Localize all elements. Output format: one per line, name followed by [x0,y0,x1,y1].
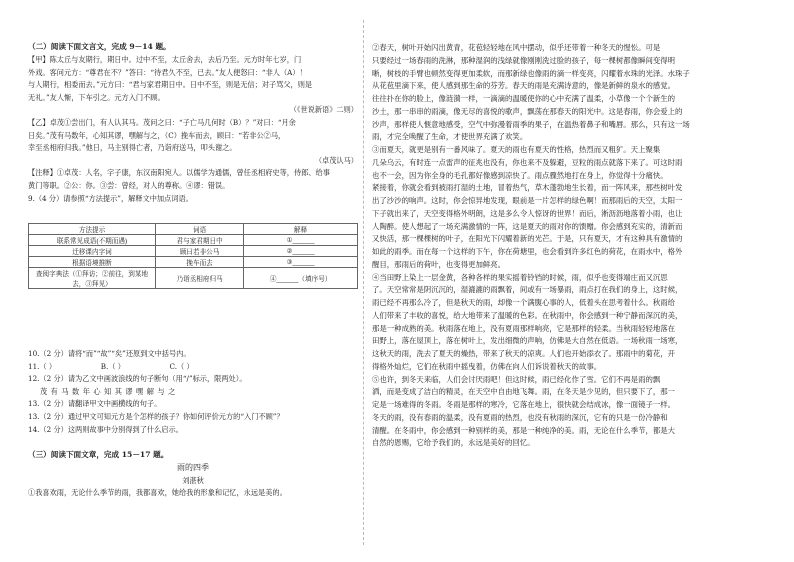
essay-line: 冬天的雨，没有春雨的温柔，没有夏雨的热烈，也没有秋雨的深沉，它有的只是一份冷静和 [372,412,668,422]
essay-line: 洒，而是变成了洁白的精灵，在天空中自由地飞舞。雨，在冬天是少见的，但只要下了，那一 [372,387,676,397]
table-row [29,235,358,246]
q11-a: 11.（ ） [28,361,57,371]
essay-line: 雨，才完全唤醒了生命，才使世界充满了欢笑。 [372,132,528,142]
table-cell: 君与家君期日中 [156,235,244,246]
table-cell: 根据语境推断 [29,257,156,268]
jia-line: 无礼。”友人惭，下车引之。元方入门不顾。 [28,92,165,102]
answer-blank[interactable]: ②______ [244,246,358,257]
essay-line: 田野上，落在屋顶上，落在树叶上，发出细微的声响，仿佛是大自然在低语。一场秋雨一场寒， [372,336,683,346]
answer-blank[interactable]: ③______ [244,257,358,268]
jia-line: 与人期行，相委而去。”元方曰：“君与家君期日中。日中不至，则是无信；对子骂父，则是 [28,80,313,90]
question-15: 14.（2 分）这两则故事中分别得到了什么启示。 [28,424,183,434]
essay-line: 几朵乌云，有时连一点雷声的征兆也没有，你也来不及躲避，豆粒的雨点就落下来了。可这时雨 [372,157,683,167]
question-13: 13.（2 分）请翻译甲文中画横线的句子。 [28,399,162,409]
essay-line: 沙土，那一串串的雨滴，像无尽的喜悦的歌声，飘荡在那春天的阳光中。这是春雨，你会爱上的 [372,106,683,116]
left-questions [28,348,358,500]
q11-b: B.（ ） [100,361,125,371]
essay-first-line: ①我喜欢雨，无论什么季节的雨，我都喜欢，她给我的形象和记忆，永远是美的。 [28,488,287,498]
essay-line: 这秋天的雨，洗去了夏天的燥热，带来了秋天的凉爽。人们也开始添衣了。那雨中的菊花，开 [372,349,676,358]
essay-line: 又快活，那一棵棵树的叶子，在阳光下闪耀着新的光芒。于是，只有夏天，才有这种具有激情的 [372,234,683,244]
essay-line: 沙声，那样使人惬意地感受，空气中弥漫着雨季的果子，在温热着鼻子和嘴唇。那么，只有这一场 [372,119,690,129]
table-cell: 查阅字典法（①拜访；②前往，到某地去，③拜见） [29,268,156,289]
essay-line: 晰，树枝的手臂也顿然变得更加柔软，而那新绿也像雨的滴一样变亮，闪耀着水珠的光泽。水珠子 [372,68,690,78]
table-row [29,268,358,289]
table-header: 词语 [156,224,244,235]
jia-source: （《世说新语》二则） [289,105,358,115]
table-cell: 迁移课内字词 [29,246,156,257]
table-row [29,257,358,268]
table-cell: 联系常见成语(不期而遇) [29,235,156,246]
q11-c: C.（ ） [169,361,194,371]
essay-line: 那是一种成熟的美。秋雨落在地上，没有夏雨那样响亮，它是那样的轻柔。当秋雨轻轻地落在 [372,323,676,333]
q12-sentence: 茂 有 马 数 年 心 知 其 谬 嘿 解 与 之 [40,386,176,396]
table-cell: 顾曰若非公马 [156,246,244,257]
right-column [372,42,764,450]
essay-line: ③而夏天，就更是别有一番风味了。夏天的雨也有夏天的性格，热烈而又粗犷。天上聚集 [372,145,661,154]
table-row [29,246,358,257]
essay-line: 如此的雨季。而在每一个这样的下午，你在荷塘里，也会看到许多红色的荷花，在雨水中，格外 [372,247,683,256]
essay-title: 雨的四季 [177,463,209,473]
essay-line: ④当田野上染上一层金黄，各种各样的果实摇着铃铛的时候，雨，似乎也变得端庄而又沉思 [372,272,668,282]
table-header: 方法提示 [29,224,156,235]
essay-line: 下子就出来了，天空变得格外明朗，这是多么令人惊讶的世界！而后，淅沥沥地落着小雨，也让 [372,208,683,218]
table-header: 解释 [244,224,358,235]
essay-line: 往往扑在你的脸上，像涟漪一样，一滴滴的温暖使你的心中充满了温柔，小草像一个个新生的 [372,94,676,103]
table-header-row [29,224,358,235]
method-table [28,223,358,289]
essay-line: ②春天，树叶开始闪出黄青，花苞轻轻地在风中摆动，似乎还带着一种冬天的惺忪。可是 [372,43,661,52]
table-cell: 乃诣丞相府归马 [156,268,244,289]
yi-source: （卓茂认马） [314,155,358,165]
essay-line: 从花苞里滴下来，使人感到那生命的芬芳。春天的雨是充满诗意的，像是新鲜的泉水的感觉。 [372,81,676,91]
table-cell: 挽车而去 [156,257,244,268]
essay-line: 出了沙沙的响声。这时，你会惊异地发现，眼前是一片怎样的绿色啊！而那雨后的天空，太阳一 [372,196,683,205]
essay-line: 了。天空常常是阴沉沉的，湿漉漉的雨飘着，间或有一场暴雨，雨点打在我们的身上，这时候， [372,285,683,295]
essay-line: 人陶醉。使人想起了一场充满激情的一阵，这是夏天的雨对你的馈赠。你会感到充实的，清新而 [372,221,683,231]
question-9: 9.（4 分）请参照“方法提示”，解释文中加点词语。 [28,193,193,203]
question-14: 13.（2 分）通过甲文可知元方是个怎样的孩子？你如何评价元方的“入门不顾”？ [28,411,284,421]
essay-line: 自然的恩赐，它给予我们的，永远是美好的回忆。 [372,438,535,448]
essay-line: 人们带来了丰收的喜悦，给大地带来了温暖的色彩。在秋雨中，你会感到一种宁静而深沉的美， [372,310,683,320]
essay-line: 雨已经不再那么冷了，但是秋天的雨，却像一个满腹心事的人，低着头在思考着什么。秋雨给 [372,298,676,307]
essay-line: ⑤也许，到冬天来临，人们会讨厌雨吧！但这时候，雨已经化作了雪。它们不再是雨的飘 [372,374,661,384]
yi-line: 幸至丞相府归我。”他日，马主别得亡者，乃诣府送马，叩头谢之。 [28,143,237,153]
notes-line: 黄门等职。②公：你。③尝：曾经，对人的尊称。④谬：错误。 [28,180,230,190]
essay-line: 定是一场难得的冬雨。冬雨是那样的寒冷，它落在地上，很快就会结成冰，像一面镜子一样。 [372,400,676,409]
essay-author: 刘湛秋 [182,475,204,485]
essay-line: 只要经过一场春雨的洗淋，那种湿润的浅绿就像刚刚洗过脸的孩子，每一棵树都像瞬间变得明 [372,55,676,65]
left-column [28,40,358,205]
answer-blank[interactable]: ①______ [244,235,358,246]
essay-line: 也不一会，因为你全身的毛孔都好像感到凉快了。雨点骤然地打在身上，你觉得十分痛快。 [372,170,668,180]
essay-line: 清醒。在冬雨中，你会感到一种别样的美，那是一种纯净的美。雨，无论在什么季节，都是大 [372,425,676,435]
column-divider [363,20,364,545]
section2-title: （二）阅读下面文言文，完成 9－14 题。 [28,42,171,51]
question-10: 10.（2 分）请将“而”“故”“矣”还原到文中括号内。 [28,349,191,358]
jia-line: 【甲】陈太丘与友期行，期日中。过中不至，太丘舍去，去后乃至。元方时年七岁，门 [28,55,302,64]
section3-title: （三）阅读下面文章，完成 15－17 题。 [28,450,169,460]
answer-blank[interactable]: ④______（填序号） [244,268,358,289]
yi-line: 日矣。”茂有马数年，心知其谬，嘿解与之，（C）挽车而去，顾曰：“若非公②马， [28,130,286,140]
notes-line: 【注释】①卓茂：人名，字子康，东汉南阳宛人。以儒学为通儒，曾任丞相府史等，侍郎、给事 [28,168,330,178]
yi-line: 【乙】卓茂①尝出门，有人认其马。茂问之曰：“子亡马几何时（B）？”对曰：“月余 [28,117,296,127]
essay-line: 紧接着，你就会看到被雨打湿的土地，冒着热气，草木蓬勃地生长着，而一阵风来，那些树叶发 [372,183,683,193]
question-11 [28,361,358,374]
essay-line: 得格外灿烂，它们在秋雨中摇曳着，仿佛在向人们诉说着秋天的故事。 [372,361,602,371]
jia-line: 外戏。客问元方：“尊君在不？”答曰：“待君久不至，已去。”友人便怒曰：“非人（A）！ [28,67,307,77]
question-12: 12.（2 分）请为乙文中画波浪线的句子断句（用“/”标示，限两处）。 [28,374,247,384]
essay-line: 醒目，那雨后的荷叶，也变得更加鲜亮。 [372,259,506,269]
